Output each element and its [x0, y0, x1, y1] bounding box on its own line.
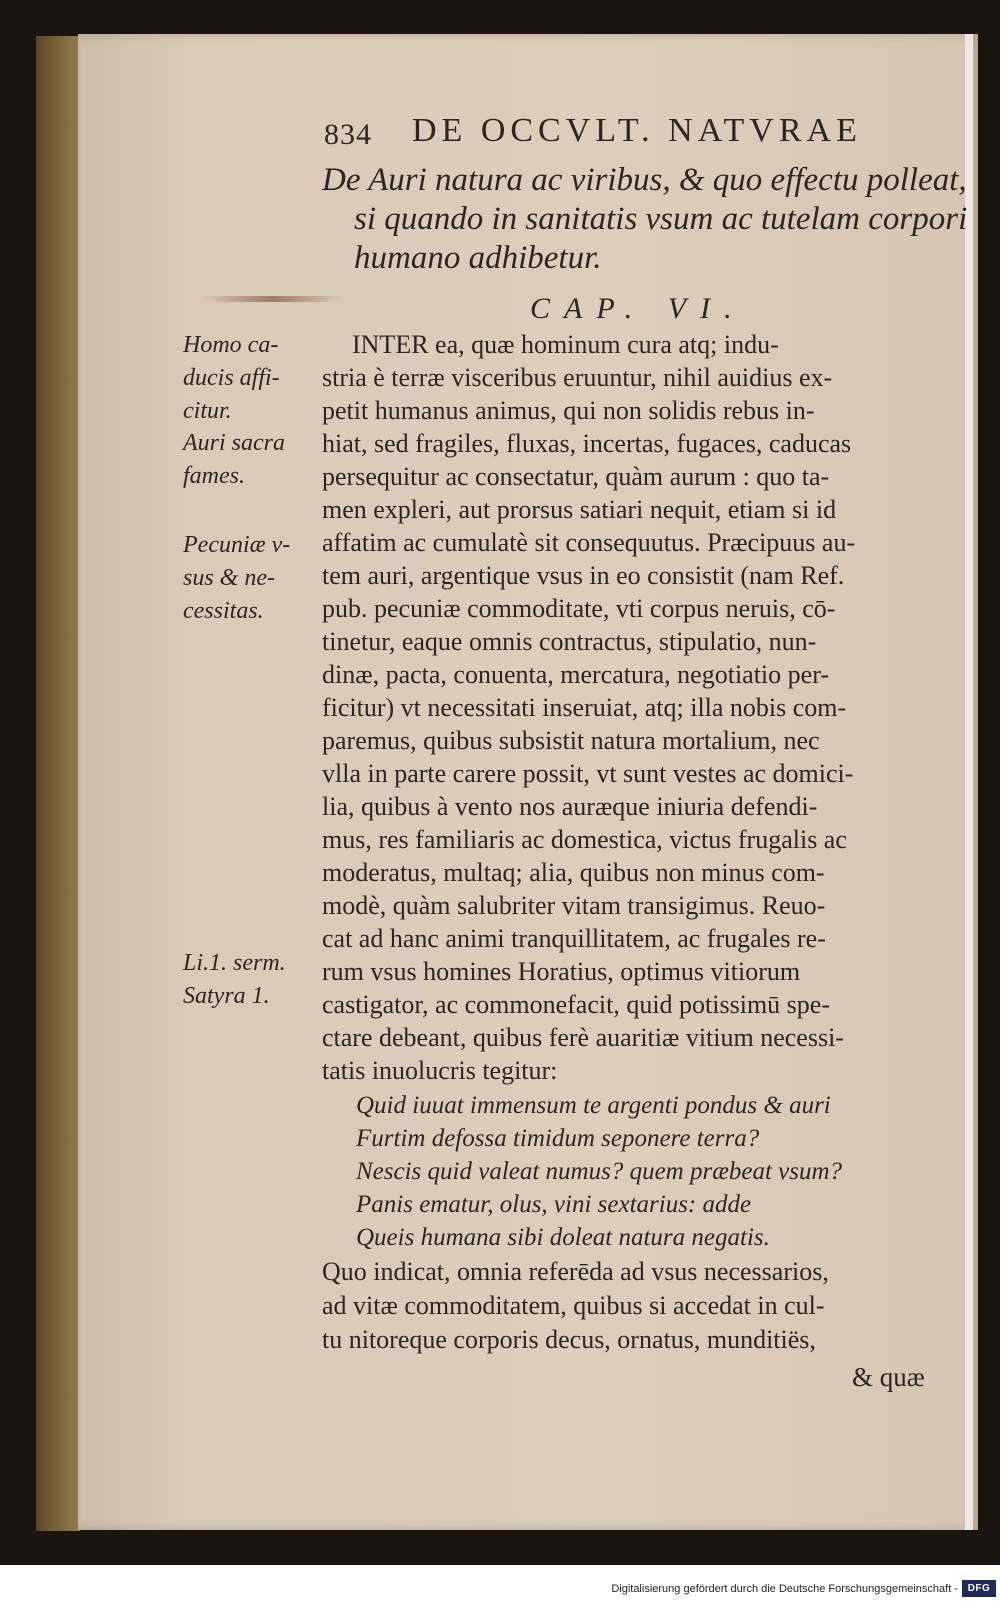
body-line: modè, quàm salubriter vitam transigimus. Reuo- — [322, 891, 826, 920]
page-number: 834 — [324, 118, 372, 151]
book-spine — [36, 36, 80, 1531]
margin-note: cessitas. — [183, 598, 264, 624]
margin-note: Pecuniæ v- — [183, 532, 291, 558]
body-line: persequitur ac consectatur, quàm aurum : quo ta- — [322, 462, 830, 491]
margin-note: citur. — [183, 398, 232, 424]
margin-note: Homo ca- — [183, 332, 279, 358]
body-line: lia, quibus à vento nos auræque iniuria defendi- — [322, 792, 818, 821]
body-line: cat ad hanc animi tranquillitatem, ac frugales re- — [322, 924, 826, 953]
margin-note: Auri sacra — [183, 430, 285, 456]
body-line: tu nitoreque corporis decus, ornatus, munditiës, — [322, 1325, 816, 1354]
body-line: tinetur, eaque omnis contractus, stipulatio, nun- — [322, 627, 817, 656]
body-line: tatis inuolucris tegitur: — [322, 1056, 558, 1085]
body-line: stria è terræ visceribus eruuntur, nihil auidius ex- — [322, 363, 833, 392]
catchword: & quæ — [852, 1362, 925, 1392]
dfg-logo: DFG — [962, 1580, 996, 1597]
chapter-title-line: De Auri natura ac viribus, & quo effectu polleat, — [322, 162, 967, 198]
body-line: INTER ea, quæ hominum cura atq; indu- — [352, 330, 779, 359]
body-line: affatim ac cumulatè sit consequutus. Præcipuus au- — [322, 528, 856, 557]
verse-line: Panis ematur, olus, vini sextarius: adde — [356, 1191, 752, 1218]
body-line: ficitur) vt necessitati inseruiat, atq; illa nobis com- — [322, 693, 847, 722]
page-edge — [965, 34, 973, 1530]
body-line: moderatus, multaq; alia, quibus non minus com- — [322, 858, 825, 887]
body-line: castigator, ac commonefacit, quid potissimū spe- — [322, 990, 830, 1019]
body-line: petit humanus animus, qui non solidis rebus in- — [322, 396, 815, 425]
digitization-credit: Digitalisierung gefördert durch die Deutsche Forschungsgemeinschaft - — [611, 1583, 958, 1595]
ornament-rule — [200, 296, 345, 302]
body-line: tem auri, argentique vsus in eo consistit (nam Ref. — [322, 561, 845, 590]
chapter-label: CAP. VI. — [530, 292, 746, 325]
body-line: men expleri, aut prorsus satiari nequit, etiam si id — [322, 495, 837, 524]
verse-line: Quid iuuat immensum te argenti pondus & auri — [356, 1092, 831, 1119]
body-line: dinæ, pacta, conuenta, mercatura, negotiatio per- — [322, 660, 829, 689]
margin-note: sus & ne- — [183, 565, 275, 591]
body-line: hiat, sed fragiles, fluxas, incertas, fugaces, caducas — [322, 429, 852, 458]
verse-line: Nescis quid valeat numus? quem præbeat vsum? — [356, 1158, 843, 1185]
body-line: mus, res familiaris ac domestica, victus frugalis ac — [322, 825, 847, 854]
margin-note: ducis affi- — [183, 365, 280, 391]
verse-line: Furtim defossa timidum seponere terra? — [356, 1125, 760, 1152]
body-line: paremus, quibus subsistit natura mortalium, nec — [322, 726, 820, 755]
verse-line: Queis humana sibi doleat natura negatis. — [356, 1224, 770, 1251]
chapter-title-line: humano adhibetur. — [354, 240, 602, 276]
body-line: ad vitæ commoditatem, quibus si accedat in cul- — [322, 1291, 825, 1320]
running-head: DE OCCVLT. NATVRAE — [412, 112, 862, 149]
margin-note: Satyra 1. — [183, 983, 270, 1009]
body-line: ctare debeant, quibus ferè auaritiæ vitium necessi- — [322, 1023, 844, 1052]
body-line: rum vsus homines Horatius, optimus vitiorum — [322, 957, 801, 986]
margin-note: Li.1. serm. — [183, 950, 286, 976]
margin-note: fames. — [183, 463, 245, 489]
body-line: vlla in parte carere possit, vt sunt vestes ac domici- — [322, 759, 854, 788]
body-line: pub. pecuniæ commoditate, vti corpus neruis, cō- — [322, 594, 836, 623]
chapter-title-line: si quando in sanitatis vsum ac tutelam corpori — [354, 201, 968, 237]
body-line: Quo indicat, omnia referēda ad vsus necessarios, — [322, 1257, 829, 1286]
